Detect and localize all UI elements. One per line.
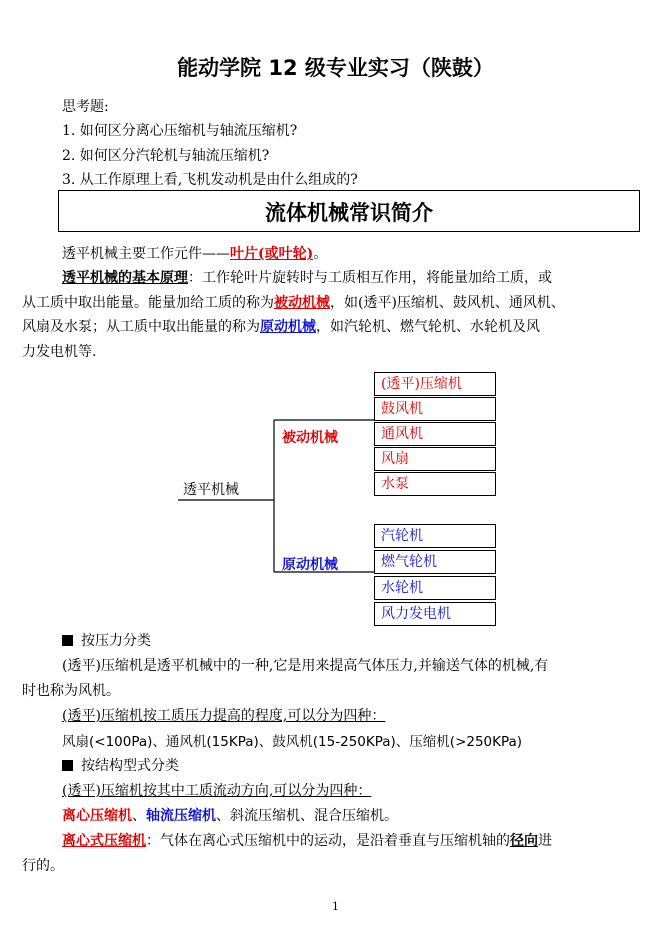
questions-label: 思考题: — [62, 99, 109, 115]
structure-heading: 按结构型式分类 — [81, 758, 179, 774]
intro-highlight: 叶片(或叶轮) — [230, 246, 314, 262]
active-item: 水轮机 — [374, 576, 496, 600]
structure-line-2 — [62, 805, 398, 828]
page-number: 1 — [332, 900, 339, 913]
centrifugal-compressor: 离心压缩机 — [62, 808, 132, 824]
passive-item: 通风机 — [374, 422, 496, 446]
centrifugal-term: 离心式压缩机 — [62, 833, 146, 849]
pressure-heading: 按压力分类 — [81, 633, 151, 649]
square-bullet-icon — [62, 635, 73, 646]
active-item: 燃气轮机 — [374, 550, 496, 574]
principle-text-2b: ，如(透平)压缩机、鼓风机、通风机、 — [330, 295, 565, 311]
radial-term: 径向 — [510, 833, 538, 849]
principle-line-4: 力发电机等. — [22, 344, 97, 360]
principle-text-3b: ，如汽轮机、燃气轮机、水轮机及风 — [316, 319, 540, 335]
diagram-root-label: 透平机械 — [183, 482, 239, 498]
principle-text-1: ：工作轮叶片旋转时与工质相互作用，将能量加给工质，或 — [188, 270, 552, 286]
structure-desc-2: 进 — [538, 833, 552, 849]
pressure-line-4: 风扇(<100Pa)、通风机(15KPa)、鼓风机(15-250KPa)、压缩机(>250KPa) — [62, 734, 523, 750]
passive-item: (透平)压缩机 — [374, 372, 496, 396]
pressure-line-2: 时也称为风机。 — [22, 683, 120, 699]
page-title: 能动学院 12 级专业实习（陕鼓） — [177, 56, 494, 80]
active-item: 汽轮机 — [374, 524, 496, 548]
passive-machines-label: 被动机械 — [282, 430, 338, 446]
active-machines-label: 原动机械 — [282, 557, 338, 573]
principle-text-3a: 风扇及水泵；从工质中取出能量的称为 — [22, 319, 260, 335]
section-title: 流体机械常识简介 — [265, 201, 433, 225]
square-bullet-icon — [62, 760, 73, 771]
passive-item: 水泵 — [374, 472, 496, 496]
principle-text-2a: 从工质中取出能量。能量加给工质的称为 — [22, 295, 274, 311]
separator: 、 — [132, 808, 146, 824]
structure-rest: 、斜流压缩机、混合压缩机。 — [216, 808, 398, 824]
structure-desc-1: ：气体在离心式压缩机中的运动，是沿着垂直与压缩机轴的 — [146, 833, 510, 849]
question-3: 3. 从工作原理上看,飞机发动机是由什么组成的? — [62, 172, 358, 188]
principle-term: 透平机械的基本原理 — [62, 270, 188, 286]
structure-line-3 — [62, 830, 552, 853]
question-2: 2. 如何区分汽轮机与轴流压缩机? — [62, 148, 270, 164]
pressure-line-1: (透平)压缩机是透平机械中的一种,它是用来提高气体压力,并输送气体的机械,有 — [62, 658, 549, 674]
passive-item: 风扇 — [374, 447, 496, 471]
structure-line-1: (透平)压缩机按其中工质流动方向,可以分为四种： — [62, 783, 372, 799]
axial-compressor: 轴流压缩机 — [146, 808, 216, 824]
structure-heading-line — [62, 755, 179, 778]
passive-term: 被动机械 — [274, 295, 330, 311]
structure-line-4: 行的。 — [22, 858, 64, 874]
active-item: 风力发电机 — [374, 602, 496, 626]
question-1: 1. 如何区分离心压缩机与轴流压缩机? — [62, 123, 298, 139]
active-term: 原动机械 — [260, 319, 316, 335]
intro-end: 。 — [313, 246, 328, 262]
intro-text: 透平机械主要工作元件—— — [62, 246, 230, 262]
pressure-line-3: (透平)压缩机按工质压力提高的程度,可以分为四种： — [62, 708, 386, 724]
pressure-heading-line — [62, 630, 151, 653]
passive-item: 鼓风机 — [374, 397, 496, 421]
